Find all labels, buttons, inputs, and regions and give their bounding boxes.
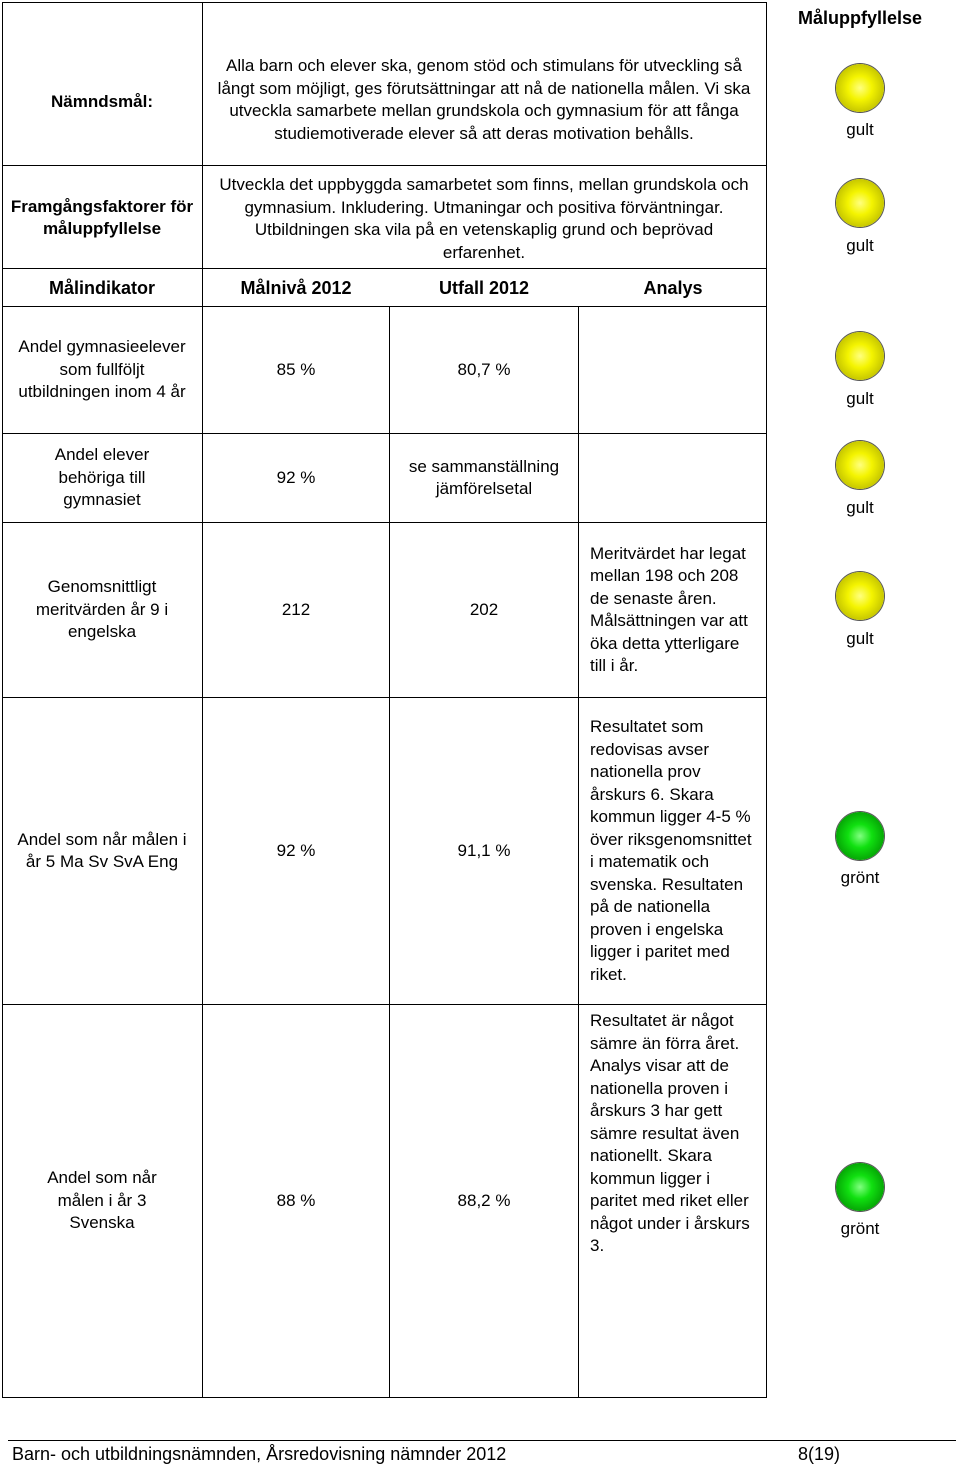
- namndsmal-text: Alla barn och elever ska, genom stöd och stimulans för utveckling så långt som möjligt, ges förutsättningar att nå de nationella målen. Vi ska utveckla samarbete mellan grundskola och gymnasium för att fånga studiemotiverade elever så att deras motivation behålls.: [217, 56, 751, 143]
- status-lamp-row1: [836, 332, 884, 380]
- table-border-left: [2, 2, 3, 1398]
- table-line-after-framgang: [2, 268, 767, 269]
- footer-page-number: 8(19): [798, 1444, 841, 1464]
- framgang-text: Utveckla det uppbyggda samarbetet som finns, mellan grundskola och gymnasium. Inkludering. Utmaningar och positiva förväntningar. Utbildningen ska vila på en vetenskaplig grund och beprövad erfarenhet.: [219, 175, 749, 262]
- row3-utfall: 202: [469, 599, 499, 619]
- status-label-namndsmal: gult: [846, 120, 874, 139]
- table-border-right: [766, 2, 767, 307]
- status-lamp-namndsmal: [836, 64, 884, 112]
- row3-malniva: 212: [281, 599, 311, 619]
- status-label-framgang: gult: [846, 236, 874, 255]
- table-border-col3: [578, 306, 579, 1398]
- row5-utfall: 88,2 %: [457, 1190, 511, 1210]
- row2-analys: [590, 435, 760, 521]
- col-header-indikator: Målindikator: [48, 277, 155, 298]
- status-label-row3: gult: [846, 629, 874, 648]
- table-border-col4: [766, 306, 767, 1398]
- col-header-analys: Analys: [643, 277, 703, 298]
- table-line-row3: [2, 697, 767, 698]
- table-line-row4: [2, 1004, 767, 1005]
- row3-indikator: Genomsnittligt meritvärden år 9 i engelska: [35, 577, 169, 642]
- row5-indikator: Andel som når målen i år 3 Svenska: [47, 1168, 157, 1233]
- footer-rule: [8, 1440, 956, 1441]
- status-lamp-framgang: [836, 179, 884, 227]
- status-label-row4: grönt: [840, 868, 880, 887]
- col-header-malniva: Målnivå 2012: [240, 277, 352, 298]
- table-border-col2: [389, 306, 390, 1398]
- row1-analys: [590, 308, 760, 432]
- table-border-col1: [202, 2, 203, 1398]
- framgang-label: Framgångsfaktorer för måluppfyllelse: [10, 196, 194, 238]
- status-label-row5: grönt: [840, 1219, 880, 1238]
- row5-analys: Resultatet är något sämre än förra året. Analys visar att de nationella proven i årskurs 3 har gett sämre resultat även nationellt. Skara kommun ligger i paritet med riket eller något under i årskurs 3.: [590, 1011, 750, 1255]
- col-header-utfall: Utfall 2012: [438, 277, 530, 298]
- namndsmal-label: Nämndsmål:: [50, 91, 154, 111]
- row1-malniva: 85 %: [276, 359, 316, 379]
- row2-malniva: 92 %: [276, 467, 316, 487]
- row4-utfall: 91,1 %: [457, 840, 511, 860]
- row2-indikator: Andel elever behöriga till gymnasiet: [54, 445, 150, 510]
- status-lamp-row2: [836, 441, 884, 489]
- row4-malniva: 92 %: [276, 840, 316, 860]
- status-label-row2: gult: [846, 498, 874, 517]
- status-lamp-row3: [836, 572, 884, 620]
- status-label-row1: gult: [846, 389, 874, 408]
- row1-utfall: 80,7 %: [457, 359, 511, 379]
- row1-indikator: Andel gymnasieelever som fullföljt utbildningen inom 4 år: [18, 337, 186, 402]
- row4-indikator: Andel som når målen i år 5 Ma Sv SvA Eng: [17, 829, 187, 871]
- table-line-row2: [2, 522, 767, 523]
- row2-utfall: se sammanställning jämförelsetal: [408, 456, 560, 498]
- status-lamp-row5: [836, 1163, 884, 1211]
- row5-malniva: 88 %: [276, 1190, 316, 1210]
- row3-analys: Meritvärdet har legat mellan 198 och 208 de senaste åren. Målsättningen var att öka detta ytterligare till i år.: [590, 543, 748, 675]
- table-line-bottom: [2, 1397, 767, 1398]
- footer-title: Barn- och utbildningsnämnden, Årsredovisning nämnder 2012: [12, 1444, 507, 1464]
- table-line-after-header: [2, 306, 767, 307]
- maluppfyllelse-header: Måluppfyllelse: [797, 8, 923, 28]
- row4-analys: Resultatet som redovisas avser nationella prov årskurs 6. Skara kommun ligger 4-5 % över riksgenomsnittet i matematik och svenska. Resultaten på de nationella proven i engelska ligger i paritet med riket.: [590, 717, 752, 984]
- status-lamp-row4: [836, 812, 884, 860]
- table-line-row1: [2, 433, 767, 434]
